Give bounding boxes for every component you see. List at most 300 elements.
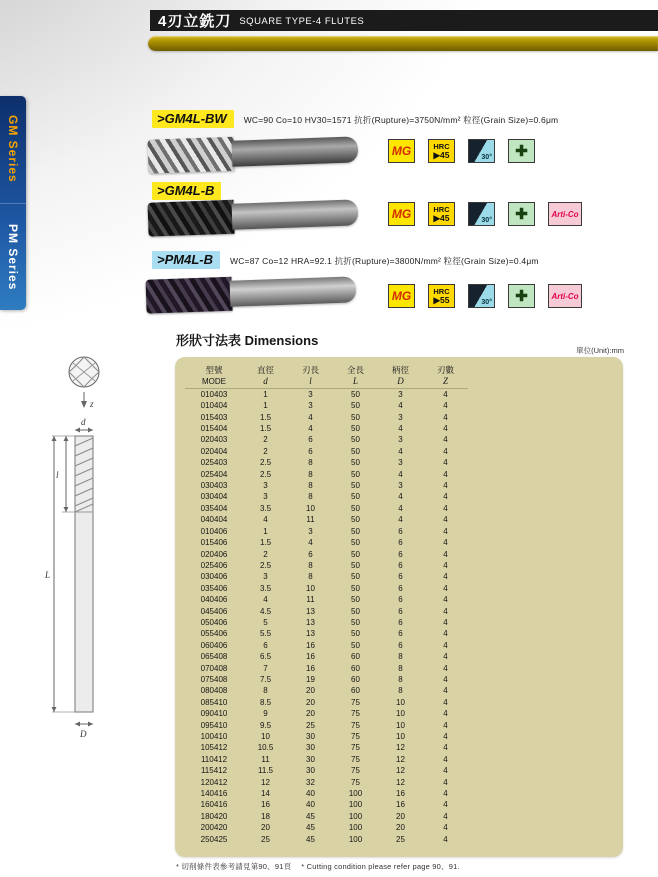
- cell: 6: [398, 526, 403, 536]
- cell: 13: [306, 606, 315, 616]
- cell: 7.5: [259, 674, 272, 684]
- cell: 50: [351, 606, 360, 616]
- cell: 18: [261, 811, 270, 821]
- cell: 4: [308, 538, 313, 548]
- dim-table-head: [185, 365, 468, 388]
- cell: 6.5: [259, 652, 272, 662]
- page-subtitle: SQUARE TYPE-4 FLUTES: [239, 16, 365, 27]
- table-row: [185, 617, 468, 628]
- table-row: [185, 606, 468, 617]
- table-row: [185, 765, 468, 776]
- table-row: [185, 731, 468, 742]
- tool-dimension-diagram: [44, 352, 124, 752]
- column-header: 柄徑: [391, 365, 409, 375]
- cell: 030406: [200, 572, 228, 582]
- cell: 4: [443, 777, 448, 787]
- cell: 4: [443, 435, 448, 445]
- cell: 10.5: [257, 743, 274, 753]
- cell: 025404: [200, 469, 228, 479]
- cell: 040404: [200, 515, 228, 525]
- cell: 25: [306, 720, 315, 730]
- cell: 16: [306, 640, 315, 650]
- cell: 6: [308, 549, 313, 559]
- cell: 020404: [200, 446, 228, 456]
- table-row: [185, 663, 468, 674]
- cell: 3.5: [259, 583, 272, 593]
- column-header: 刃長: [301, 365, 319, 375]
- cell: 3: [308, 401, 313, 411]
- cell: 4.5: [259, 606, 272, 616]
- cell: 3: [398, 389, 403, 399]
- cell: 035406: [200, 583, 228, 593]
- endmill-flutes: [145, 277, 232, 314]
- endmill-flutes: [147, 200, 234, 237]
- cell: 6: [398, 560, 403, 570]
- hrc-badge-icon: HRC ▶55: [428, 284, 455, 308]
- cell: 020406: [200, 549, 228, 559]
- cell: 3: [398, 481, 403, 491]
- cell: 4: [443, 458, 448, 468]
- cell: 100: [348, 811, 363, 821]
- cell: 025406: [200, 560, 228, 570]
- cell: 50: [351, 389, 360, 399]
- cell: 10: [261, 732, 270, 741]
- table-row: [185, 720, 468, 731]
- cell: 4: [443, 424, 448, 434]
- cell: 4: [263, 595, 268, 605]
- cell: 100410: [200, 732, 228, 741]
- product-name: >PM4L-B: [152, 251, 220, 269]
- column-header: 型號: [205, 365, 223, 375]
- badge-strip: [388, 202, 582, 226]
- cell: 1.5: [259, 424, 272, 434]
- cell: 8: [308, 481, 313, 491]
- cell: 4: [308, 424, 313, 434]
- cell: 8: [308, 560, 313, 570]
- cell: 4: [443, 834, 448, 844]
- cell: 50: [351, 549, 360, 559]
- page-title-bar: [150, 10, 658, 31]
- cell: 4: [443, 652, 448, 662]
- cell: 1: [263, 401, 268, 411]
- cell: 50: [351, 481, 360, 491]
- endmill-shank: [232, 199, 359, 229]
- table-row: [185, 423, 468, 434]
- cell: 25: [261, 834, 270, 844]
- table-row: [185, 388, 468, 400]
- dimensions-heading: 形狀寸法表 Dimensions: [176, 333, 319, 348]
- cell: 4: [443, 617, 448, 627]
- cell: 100: [348, 789, 363, 799]
- column-header: d: [243, 376, 288, 388]
- table-row: [185, 537, 468, 548]
- cell: 4: [443, 629, 448, 639]
- cell: 2: [263, 435, 268, 445]
- cell: 8: [398, 674, 403, 684]
- cell: 50: [351, 583, 360, 593]
- cell: 110412: [200, 754, 228, 764]
- sidebar-tab-pm-series[interactable]: PM Series: [0, 203, 26, 311]
- cell: 16: [396, 789, 405, 799]
- table-row: [185, 480, 468, 491]
- table-row: [185, 651, 468, 662]
- table-row: [185, 446, 468, 457]
- cell: 7: [263, 663, 268, 673]
- cell: 4: [443, 526, 448, 536]
- table-row: [185, 412, 468, 423]
- cell: 50: [351, 412, 360, 422]
- cell: 10: [396, 709, 405, 719]
- table-row: [185, 503, 468, 514]
- table-row: [185, 754, 468, 765]
- cell: 015406: [200, 538, 228, 548]
- footnote: * 切削條件表參考請見第90、91頁 * Cutting condition please refer page 90、91.: [176, 862, 460, 871]
- cell: 32: [306, 777, 315, 787]
- column-header: l: [288, 376, 333, 388]
- cell: 4: [443, 720, 448, 730]
- cell: 75: [351, 732, 360, 741]
- hrc-badge-icon: HRC ▶45: [428, 202, 455, 226]
- cell: 75: [351, 697, 360, 707]
- cell: 50: [351, 492, 360, 502]
- cell: 50: [351, 469, 360, 479]
- cell: 4: [443, 606, 448, 616]
- cell: 16: [396, 800, 405, 810]
- cell: 9: [263, 709, 268, 719]
- cell: 4: [398, 424, 403, 434]
- cell: 030404: [200, 492, 228, 502]
- cell: 6: [398, 549, 403, 559]
- cell: 75: [351, 743, 360, 753]
- table-row: [185, 400, 468, 411]
- endmill-flutes: [147, 137, 234, 174]
- cell: 2.5: [259, 469, 272, 479]
- cell: 010406: [200, 526, 228, 536]
- column-header: L: [333, 376, 378, 388]
- dim-table-body: [185, 388, 468, 845]
- cell: 12: [396, 777, 405, 787]
- cell: 14: [261, 789, 270, 799]
- cell: 4: [443, 800, 448, 810]
- product-specs: WC=90 Co=10 HV30=1571 抗折(Rupture)=3750N/mm² 粒徑(Grain Size)=0.6μm: [243, 115, 559, 125]
- cell: 8: [398, 663, 403, 673]
- table-row: [185, 457, 468, 468]
- table-row: [185, 788, 468, 799]
- table-row: [185, 640, 468, 651]
- cell: 4: [443, 538, 448, 548]
- cell: 4: [443, 560, 448, 570]
- table-row: [185, 628, 468, 639]
- cell: 250425: [200, 834, 228, 844]
- cell: 20: [306, 709, 315, 719]
- cell: 6: [398, 583, 403, 593]
- cell: 75: [351, 709, 360, 719]
- cell: 2: [263, 446, 268, 456]
- cell: 50: [351, 629, 360, 639]
- tool-body: [75, 436, 93, 712]
- cell: 095410: [200, 720, 228, 730]
- cell: 75: [351, 766, 360, 776]
- dimensions-table: [185, 365, 468, 845]
- table-row: [185, 514, 468, 525]
- column-header: 直徑: [256, 365, 274, 375]
- cell: 4: [443, 492, 448, 502]
- cell: 105412: [200, 743, 228, 753]
- cell: 8: [398, 652, 403, 662]
- cell: 8: [398, 686, 403, 696]
- cell: 3: [308, 389, 313, 399]
- column-header: 全長: [346, 365, 364, 375]
- cell: 16: [306, 652, 315, 662]
- cell: 10: [306, 583, 315, 593]
- cell: 11: [261, 754, 270, 764]
- artico-badge-icon: Arti-Co: [548, 284, 582, 308]
- table-row: [185, 560, 468, 571]
- cell: 080408: [200, 686, 228, 696]
- cell: 9.5: [259, 720, 272, 730]
- cell: 50: [351, 446, 360, 456]
- cell: 11: [306, 595, 315, 605]
- cell: 10: [306, 503, 315, 513]
- cell: 4: [443, 754, 448, 764]
- cell: 1: [263, 389, 268, 399]
- cell: 4: [443, 549, 448, 559]
- cell: 4: [398, 446, 403, 456]
- cell: 060406: [200, 640, 228, 650]
- cell: 4: [443, 766, 448, 776]
- cell: 60: [351, 663, 360, 673]
- endmill-shank: [230, 276, 357, 306]
- cell: 3: [398, 458, 403, 468]
- badge-strip: [388, 284, 582, 308]
- cell: 12: [396, 743, 405, 753]
- cell: 50: [351, 526, 360, 536]
- cell: 3: [263, 481, 268, 491]
- column-header: Z: [423, 376, 468, 388]
- cell: 075408: [200, 674, 228, 684]
- mg-badge-icon: MG: [388, 202, 415, 226]
- dimensions-table-panel: [175, 357, 623, 857]
- series-sidebar: [0, 96, 26, 310]
- table-row: [185, 469, 468, 480]
- cell: 12: [396, 766, 405, 776]
- cell: 8: [308, 492, 313, 502]
- cell: 1.5: [259, 412, 272, 422]
- cell: 12: [396, 754, 405, 764]
- cell: 015404: [200, 424, 228, 434]
- cell: 4: [443, 446, 448, 456]
- cell: 4: [443, 515, 448, 525]
- cell: 140416: [200, 789, 228, 799]
- sidebar-tab-gm-series[interactable]: GM Series: [6, 115, 20, 184]
- product-row-gm4l-bw: [152, 110, 558, 128]
- cell: 4: [443, 697, 448, 707]
- cell: 11: [306, 515, 315, 525]
- cell: 8: [308, 469, 313, 479]
- cell: 50: [351, 617, 360, 627]
- cell: 50: [351, 595, 360, 605]
- cell: 4: [443, 811, 448, 821]
- cell: 2: [263, 549, 268, 559]
- table-row: [185, 491, 468, 502]
- cell: 3: [398, 435, 403, 445]
- cell: 75: [351, 777, 360, 787]
- table-row: [185, 685, 468, 696]
- table-row: [185, 777, 468, 788]
- cell: 50: [351, 435, 360, 445]
- table-row: [185, 697, 468, 708]
- cell: 4: [443, 572, 448, 582]
- cell: 6: [398, 572, 403, 582]
- cell: 50: [351, 560, 360, 570]
- column-header: 刃數: [436, 365, 454, 375]
- cell: 20: [306, 686, 315, 696]
- cell: 16: [306, 663, 315, 673]
- cell: 100: [348, 834, 363, 844]
- table-row: [185, 434, 468, 445]
- cell: 100: [348, 823, 363, 833]
- table-row: [185, 799, 468, 810]
- cell: 20: [306, 697, 315, 707]
- helix-badge-icon: 30°: [468, 139, 495, 163]
- cell: 030403: [200, 481, 228, 491]
- cell: 10: [396, 720, 405, 730]
- cell: 015403: [200, 412, 228, 422]
- cell: 4: [308, 412, 313, 422]
- badge-strip: [388, 139, 535, 163]
- cell: 4: [443, 789, 448, 799]
- cell: 4: [398, 401, 403, 411]
- column-header: D: [378, 376, 423, 388]
- label-d: d: [81, 417, 86, 427]
- cell: 4: [398, 503, 403, 513]
- mg-badge-icon: MG: [388, 284, 415, 308]
- mg-badge-icon: MG: [388, 139, 415, 163]
- table-row: [185, 708, 468, 719]
- cell: 16: [261, 800, 270, 810]
- cell: 6: [263, 640, 268, 650]
- table-row: [185, 526, 468, 537]
- cell: 040406: [200, 595, 228, 605]
- cell: 200420: [200, 823, 228, 833]
- table-row: [185, 549, 468, 560]
- cell: 1.5: [259, 538, 272, 548]
- cell: 4: [443, 412, 448, 422]
- table-row: [185, 583, 468, 594]
- center-badge-icon: ✚: [508, 284, 535, 308]
- hrc-badge-icon: HRC ▶45: [428, 139, 455, 163]
- cell: 30: [306, 754, 315, 764]
- cell: 4: [443, 663, 448, 673]
- cell: 065408: [200, 652, 228, 662]
- cell: 50: [351, 515, 360, 525]
- label-flute-length: l: [56, 470, 59, 480]
- helix-badge-icon: 30°: [468, 202, 495, 226]
- cell: 160416: [200, 800, 228, 810]
- cell: 5: [263, 617, 268, 627]
- product-name: >GM4L-B: [152, 182, 221, 200]
- cell: 3.5: [259, 503, 272, 513]
- cell: 4: [443, 481, 448, 491]
- cell: 45: [306, 823, 315, 833]
- cell: 50: [351, 640, 360, 650]
- product-photo-pm4l-b: [145, 267, 358, 318]
- cell: 035404: [200, 503, 228, 513]
- cell: 50: [351, 538, 360, 548]
- cell: 3: [308, 526, 313, 536]
- product-specs: WC=87 Co=12 HRA=92.1 抗折(Rupture)=3800N/mm² 粒徑(Grain Size)=0.4μm: [229, 256, 539, 266]
- cell: 6: [398, 617, 403, 627]
- cell: 50: [351, 424, 360, 434]
- cell: 50: [351, 401, 360, 411]
- product-photo-gm4l-bw: [147, 127, 360, 178]
- table-row: [185, 674, 468, 685]
- cell: 025403: [200, 458, 228, 468]
- cell: 010404: [200, 401, 228, 411]
- cell: 4: [263, 515, 268, 525]
- cell: 4: [398, 515, 403, 525]
- cell: 090410: [200, 709, 228, 719]
- cell: 180420: [200, 811, 228, 821]
- cell: 8: [263, 686, 268, 696]
- cell: 8.5: [259, 697, 272, 707]
- cell: 4: [443, 823, 448, 833]
- cell: 30: [306, 743, 315, 753]
- cell: 13: [306, 629, 315, 639]
- table-row: [185, 571, 468, 582]
- endmill-shank: [232, 136, 359, 166]
- cell: 010403: [200, 389, 228, 399]
- cell: 75: [351, 754, 360, 764]
- center-badge-icon: ✚: [508, 139, 535, 163]
- cell: 40: [306, 789, 315, 799]
- cell: 4: [443, 640, 448, 650]
- cell: 055406: [200, 629, 228, 639]
- cell: 75: [351, 720, 360, 730]
- cell: 3: [263, 492, 268, 502]
- cell: 6: [308, 446, 313, 456]
- cell: 6: [398, 640, 403, 650]
- cell: 4: [443, 743, 448, 753]
- cell: 12: [261, 777, 270, 787]
- product-name: >GM4L-BW: [152, 110, 234, 128]
- table-row: [185, 594, 468, 605]
- column-header: MODE: [185, 376, 243, 388]
- helix-badge-icon: 30°: [468, 284, 495, 308]
- cell: 070408: [200, 663, 228, 673]
- cell: 8: [308, 458, 313, 468]
- unit-label: 單位(Unit):mm: [576, 346, 624, 355]
- cell: 30: [306, 732, 315, 741]
- cell: 6: [398, 595, 403, 605]
- cell: 4: [443, 583, 448, 593]
- cell: 50: [351, 503, 360, 513]
- cell: 5.5: [259, 629, 272, 639]
- cell: 4: [443, 469, 448, 479]
- cell: 50: [351, 572, 360, 582]
- cell: 60: [351, 674, 360, 684]
- cell: 20: [261, 823, 270, 833]
- cell: 30: [306, 766, 315, 776]
- cell: 020403: [200, 435, 228, 445]
- cell: 19: [306, 674, 315, 684]
- cell: 6: [398, 538, 403, 548]
- cell: 4: [443, 709, 448, 719]
- cell: 11.5: [258, 766, 273, 776]
- product-photo-gm4l-b: [147, 190, 360, 241]
- label-shank-dia: D: [80, 729, 87, 739]
- cell: 25: [396, 834, 405, 844]
